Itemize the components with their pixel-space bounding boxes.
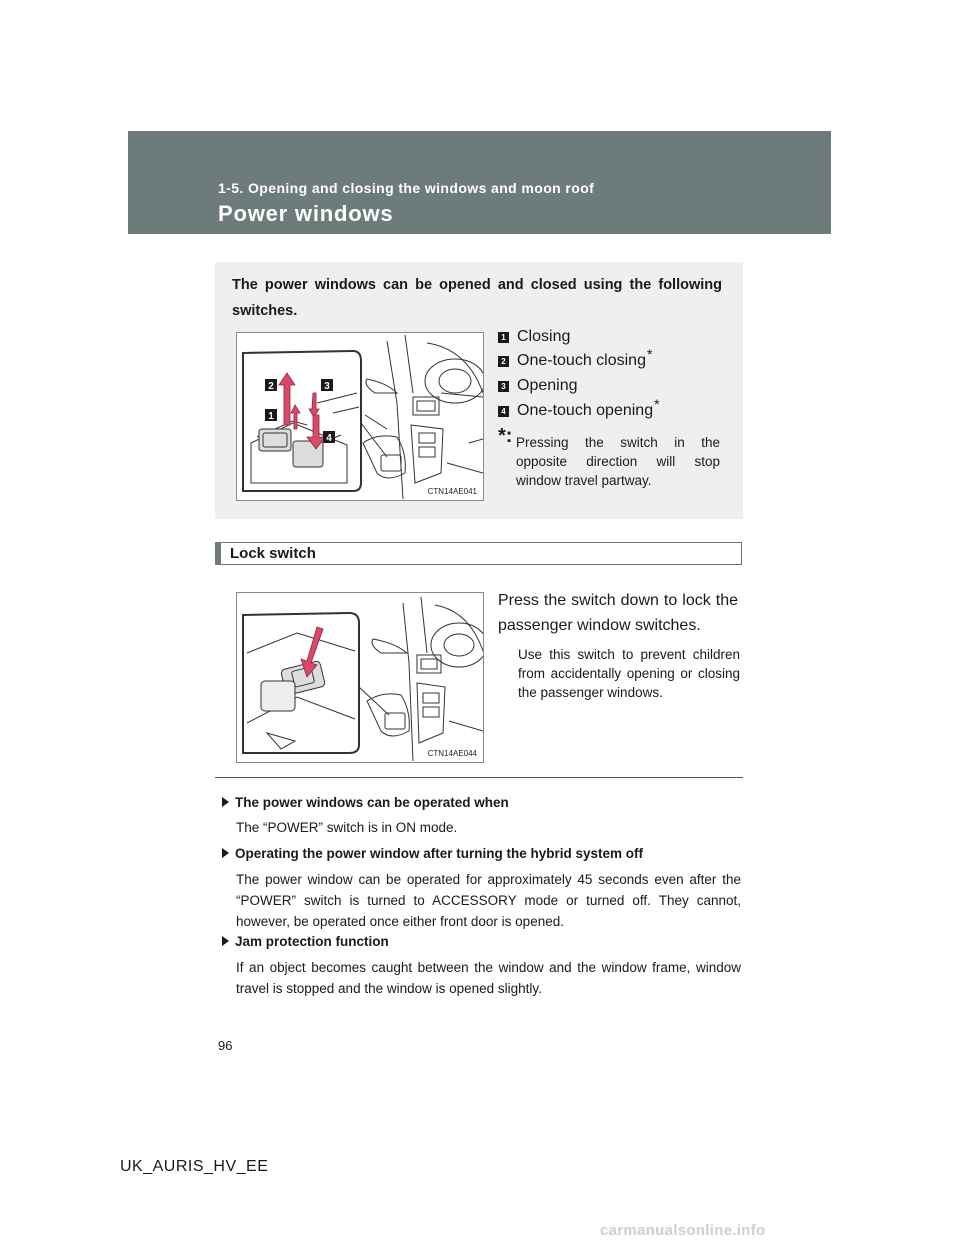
legend-item-opening	[498, 377, 578, 395]
heading-accent-bar	[215, 542, 221, 565]
note-heading	[222, 934, 389, 949]
footnote	[498, 425, 720, 490]
callout-badge: 2	[498, 356, 509, 367]
legend-item-closing	[498, 328, 570, 346]
lock-switch-drawing	[237, 593, 484, 763]
svg-text:2: 2	[268, 381, 274, 392]
note-heading	[222, 846, 643, 861]
document-code: UK_AURIS_HV_EE	[120, 1158, 269, 1175]
lock-switch-instruction: Press the switch down to lock the passenger window switches.	[498, 592, 738, 634]
callout-badge: 3	[498, 381, 509, 392]
page-title: Power windows	[218, 201, 394, 226]
watermark: carmanualsonline.info	[600, 1222, 766, 1239]
legend-item-one-touch-opening	[498, 396, 660, 420]
svg-text:3: 3	[324, 381, 330, 392]
callout-badge: 1	[498, 332, 509, 343]
legend-label: One-touch opening	[517, 402, 654, 419]
power-window-switch-drawing	[237, 333, 484, 501]
legend-label: One-touch closing	[517, 352, 646, 369]
note-heading	[222, 795, 509, 810]
intro-text: The power windows can be opened and closed using the following switches.	[232, 277, 722, 319]
note-heading-text: Jam protection function	[235, 934, 389, 949]
page-number: 96	[218, 1038, 233, 1053]
figure-code: CTN14AE041	[427, 487, 477, 496]
note-body: The power window can be operated for approximately 45 seconds even after the “POWER” switch is turned to ACCESSORY mode or turned off. They cannot, however, be operated once either front door is opened.	[236, 872, 741, 929]
section-label: 1-5. Opening and closing the windows and moon roof	[218, 180, 595, 196]
footnote-mark: *:	[498, 425, 513, 447]
power-window-switch-illustration	[236, 332, 484, 501]
legend-label: Closing	[517, 328, 571, 345]
lock-switch-illustration	[236, 592, 484, 763]
note-heading-text: Operating the power window after turning the hybrid system off	[235, 846, 644, 861]
asterisk-mark: *	[646, 346, 653, 362]
triangle-bullet-icon	[222, 848, 229, 858]
note-body: If an object becomes caught between the window and the window frame, window travel is stopped and the window is opened slightly.	[236, 960, 741, 996]
legend-label: Opening	[517, 377, 578, 394]
triangle-bullet-icon	[222, 936, 229, 946]
note-body: The “POWER” switch is in ON mode.	[236, 820, 458, 835]
lock-switch-note: Use this switch to prevent children from accidentally opening or closing the passenger windows.	[518, 647, 740, 700]
lock-switch-heading: Lock switch	[230, 545, 316, 562]
section-divider	[215, 777, 743, 778]
figure-code: CTN14AE044	[427, 749, 477, 758]
svg-text:4: 4	[326, 433, 332, 444]
asterisk-mark: *	[654, 396, 660, 412]
note-heading-text: The power windows can be operated when	[235, 795, 509, 810]
footnote-text: Pressing the switch in the opposite direction will stop window travel partway.	[516, 435, 720, 488]
triangle-bullet-icon	[222, 797, 229, 807]
callout-badge: 4	[498, 406, 509, 417]
svg-text:1: 1	[268, 411, 274, 422]
legend-item-one-touch-closing	[498, 346, 653, 370]
